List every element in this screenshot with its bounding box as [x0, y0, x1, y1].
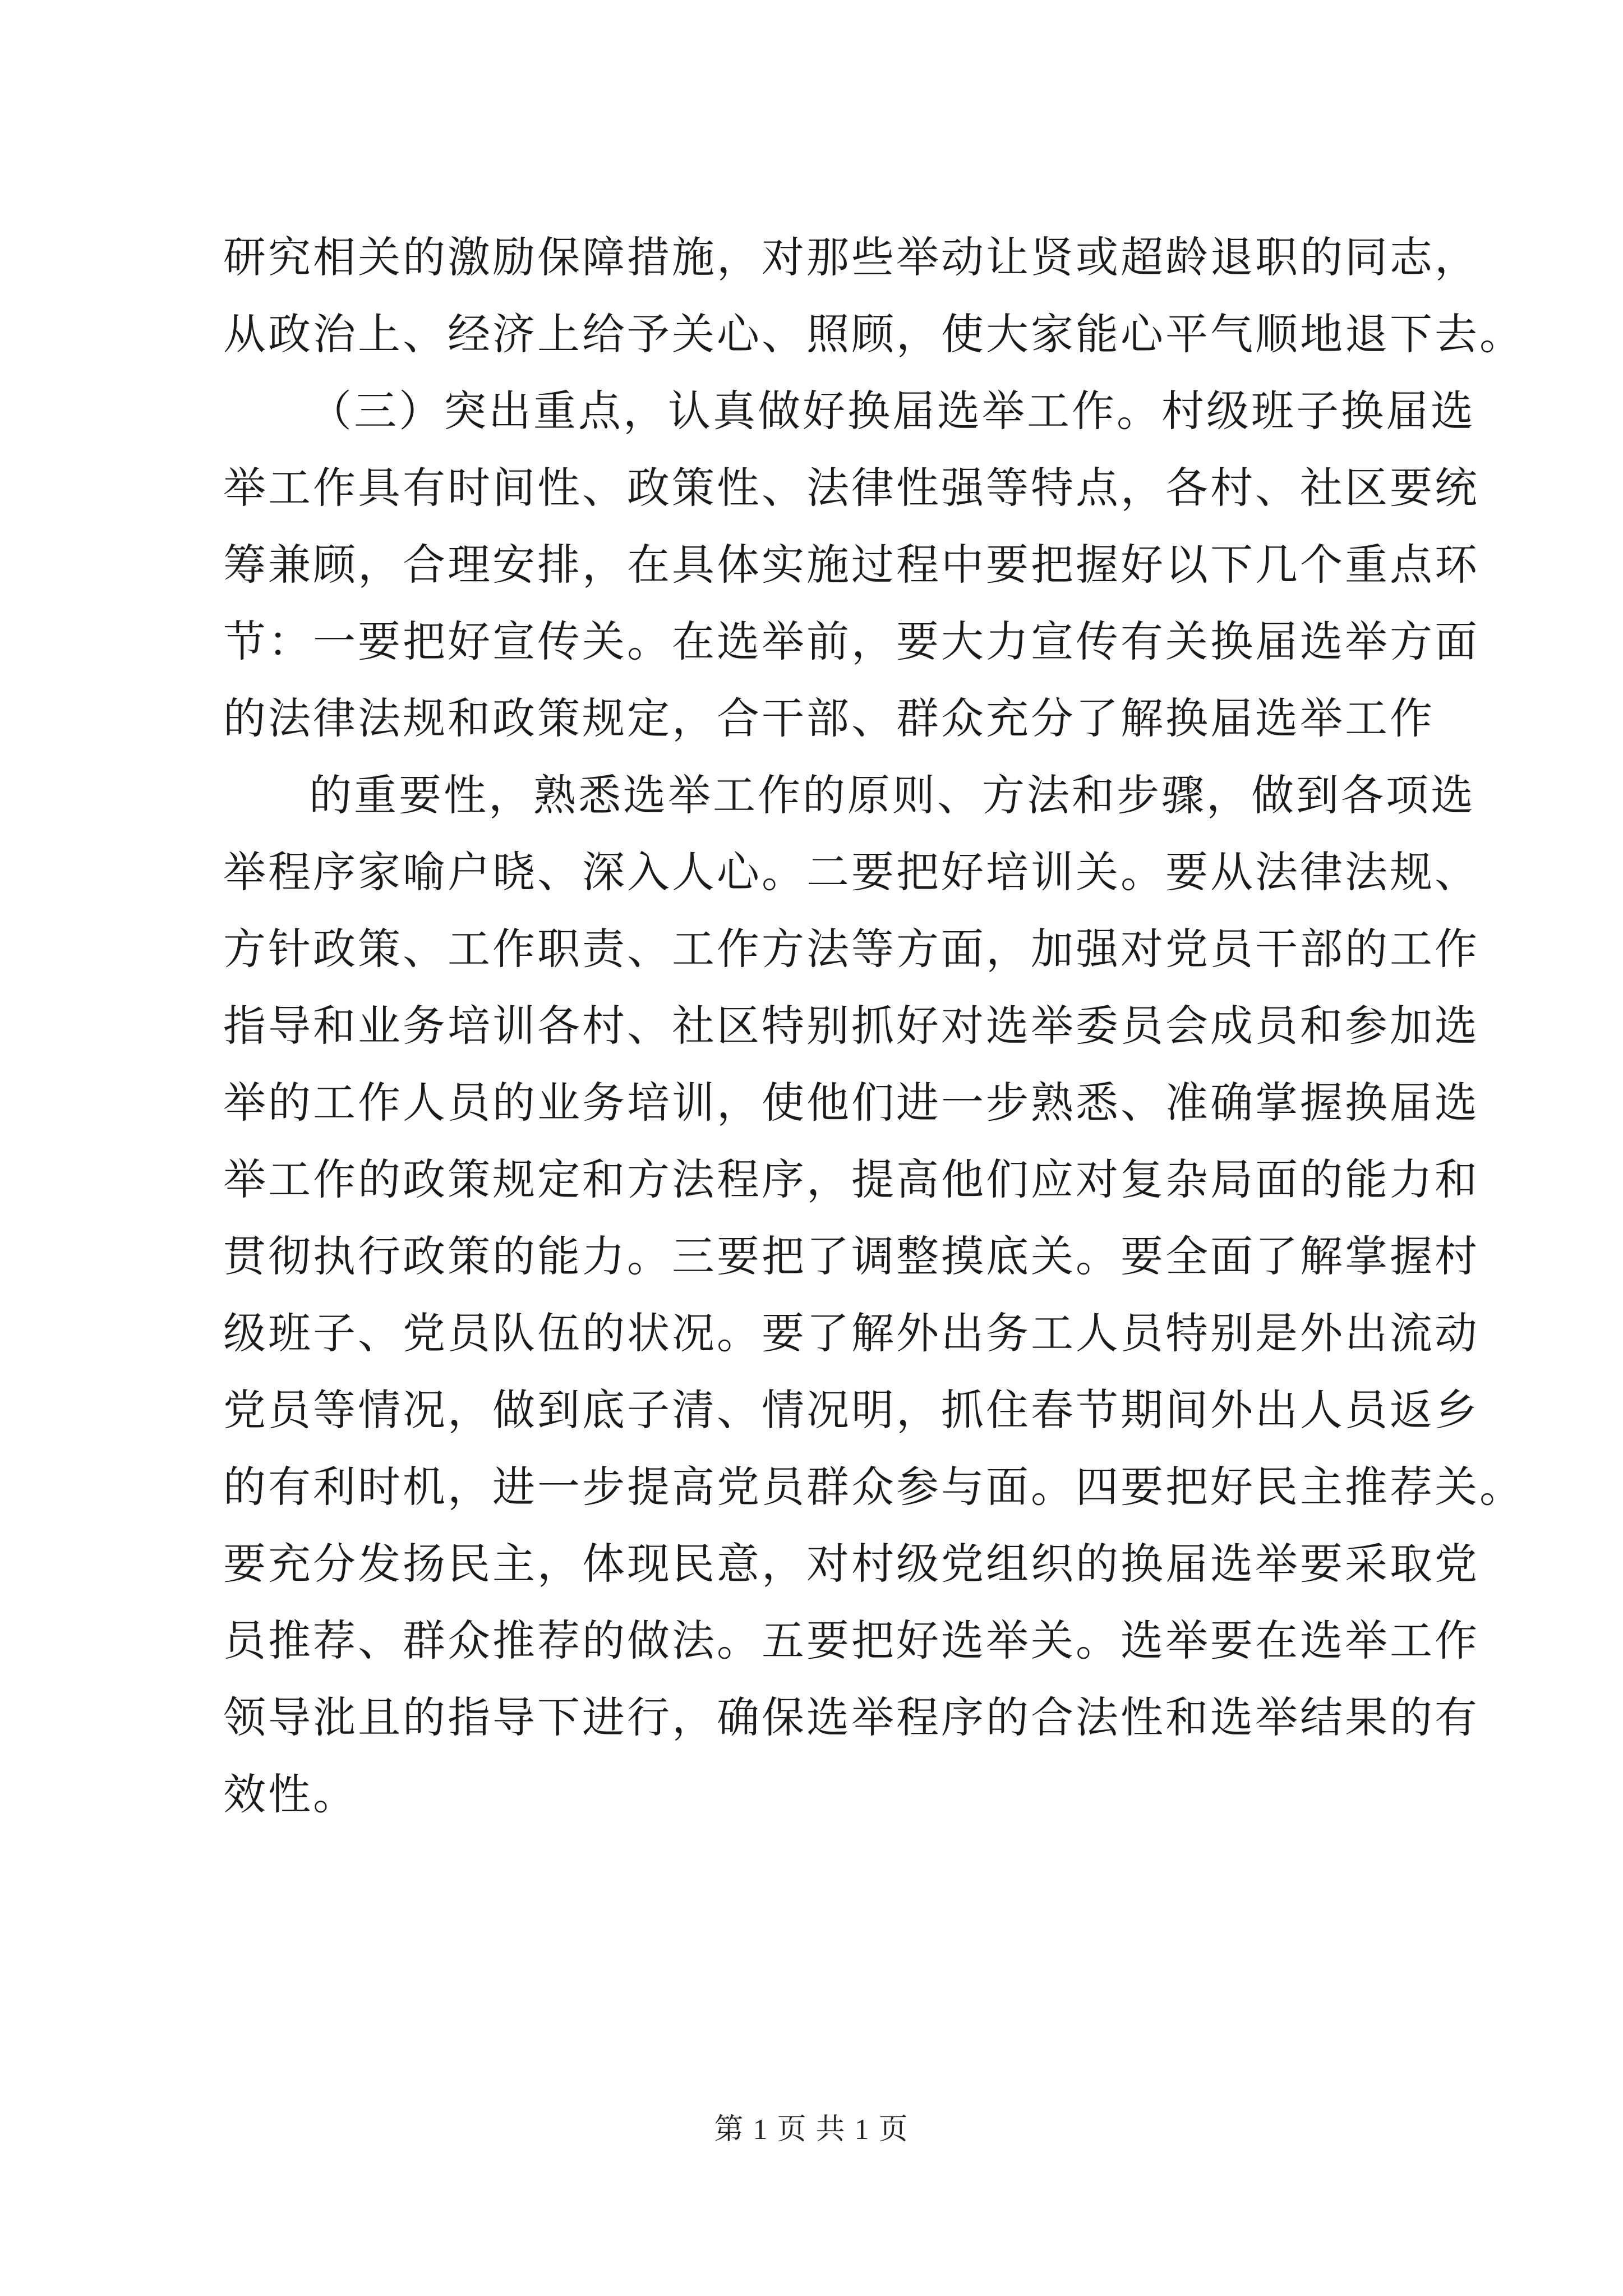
- text-line: 领导沘且的指导下进行，确保选举程序的合法性和选举结果的有: [223, 1692, 1479, 1742]
- text-line: 方针政策、工作职责、工作方法等方面，加强对党员干部的工作: [223, 924, 1479, 974]
- document-body: [223, 219, 1524, 1833]
- text-line: 员推荐、群众推荐的做法。五要把好选举关。选举要在选举工作: [223, 1616, 1479, 1665]
- text-line: 从政治上、经济上给予关心、照顾，使大家能心平气顺地退下去。: [223, 309, 1524, 359]
- text-line: 级班子、党员队伍的状况。要了解外出务工人员特别是外出流动: [223, 1308, 1479, 1358]
- text-line: 节：一要把好宣传关。在选举前，要大力宣传有关换届选举方面: [223, 616, 1479, 666]
- text-line: 举工作具有时间性、政策性、法律性强等特点，各村、社区要统: [223, 463, 1479, 513]
- text-line: 研究相关的激励保障措施，对那些举动让贤或超龄退职的同志，: [223, 232, 1479, 282]
- text-line: （三）突出重点，认真做好换届选举工作。村级班子换届选: [309, 386, 1476, 436]
- text-line: 举的工作人员的业务培训，使他们进一步熟悉、准确掌握换届选: [223, 1078, 1479, 1128]
- text-line: 筹兼顾，合理安排，在具体实施过程中要把握好以下几个重点环: [223, 540, 1479, 590]
- text-line: 贯彻执行政策的能力。三要把了调整摸底关。要全面了解掌握村: [223, 1231, 1479, 1281]
- text-line: 要充分发扬民主，体现民意，对村级党组织的换届选举要采取党: [223, 1539, 1479, 1589]
- text-line: 党员等情况，做到底子清、情况明，抓住春节期间外出人员返乡: [223, 1385, 1479, 1435]
- page-footer: 第 1 页 共 1 页: [714, 2114, 909, 2146]
- text-line: 指导和业务培训各村、社区特别抓好对选举委员会成员和参加选: [223, 1001, 1479, 1051]
- text-line: 的重要性，熟悉选举工作的原则、方法和步骤，做到各项选: [309, 770, 1476, 820]
- text-line: 举程序家喻户晓、深入人心。二要把好培训关。要从法律法规、: [223, 847, 1479, 897]
- text-line: 举工作的政策规定和方法程序，提高他们应对复杂局面的能力和: [223, 1154, 1479, 1204]
- text-line: 的有利时机，进一步提高党员群众参与面。四要把好民主推荐关。: [223, 1462, 1524, 1512]
- text-line: 效性。: [223, 1769, 358, 1819]
- text-line: 的法律法规和政策规定，合干部、群众充分了解换届选举工作: [223, 693, 1435, 743]
